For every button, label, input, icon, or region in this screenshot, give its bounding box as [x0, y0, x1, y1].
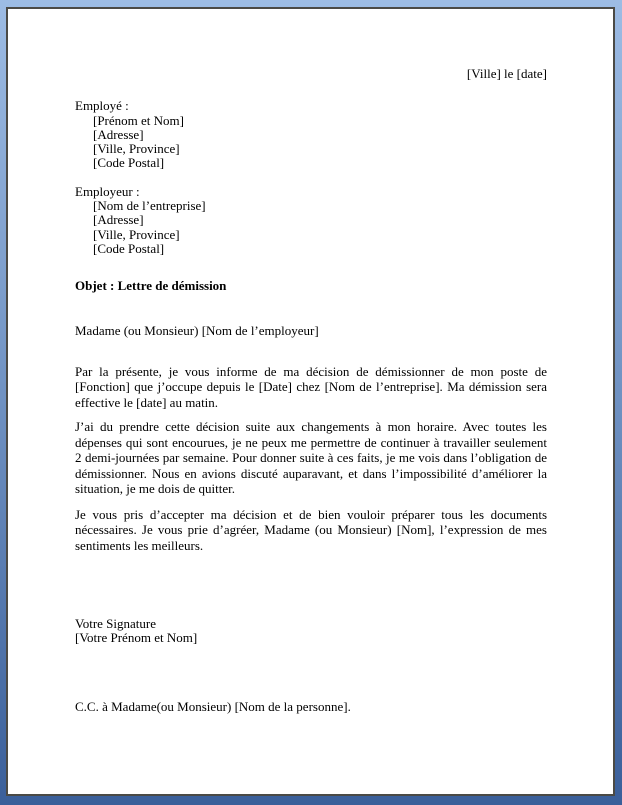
- subject-line: Objet : Lettre de démission: [75, 278, 227, 294]
- employer-city-line: [Ville, Province]: [93, 226, 180, 242]
- employee-street-line: [Adresse]: [93, 126, 144, 142]
- date-line: [Ville] le [date]: [466, 66, 547, 81]
- letter-body: [75, 364, 547, 553]
- employer-label: Employeur :: [75, 183, 140, 199]
- salutation-line: Madame (ou Monsieur) [Nom de l’employeur]: [75, 322, 319, 338]
- body-paragraph-1: Par la présente, je vous informe de ma décision de démissionner de mon poste de [Fonction] que j’occupe depuis le [Date] chez [Nom de l’entreprise]. Ma démission sera effective le [date] au matin.: [75, 363, 547, 410]
- letter-content: [8, 9, 613, 794]
- employee-name-line: [Prénom et Nom]: [93, 112, 184, 128]
- employer-company-line: [Nom de l’entreprise]: [93, 198, 206, 214]
- body-paragraph-2: J’ai du prendre cette décision suite aux changements à mon horaire. Avec toutes les dépenses qui sont encourues, je ne peux me permettre de continuer à travailler seulement 2 demi-journées par semaine. Pour donner suite à ces faits, je me vois dans l’obligation de démissionner. Nous en avions discuté auparavant, et dans l’impossibilité d’améliorer la situation, je me dois de quitter.: [75, 419, 547, 497]
- employer-postal-line: [Code Postal]: [93, 240, 165, 256]
- employee-label: Employé :: [75, 98, 129, 114]
- body-paragraph-3: Je vous pris d’accepter ma décision et de bien vouloir préparer tous les documents nécessaires. Je vous prie d’agréer, Madame (ou Monsieur) [Nom], l’expression de mes sentiments les meilleurs.: [75, 506, 547, 553]
- cc-line: C.C. à Madame(ou Monsieur) [Nom de la personne].: [75, 698, 351, 714]
- signature-line: Votre Signature: [75, 616, 156, 632]
- employee-postal-line: [Code Postal]: [93, 155, 165, 171]
- employer-street-line: [Adresse]: [93, 212, 144, 228]
- signature-name-line: [Votre Prénom et Nom]: [75, 630, 198, 646]
- employee-city-line: [Ville, Province]: [93, 141, 180, 157]
- employer-address-block: [75, 185, 547, 256]
- signature-block: [75, 617, 547, 646]
- document-page[interactable]: [6, 7, 615, 796]
- employee-address-block: [75, 99, 547, 170]
